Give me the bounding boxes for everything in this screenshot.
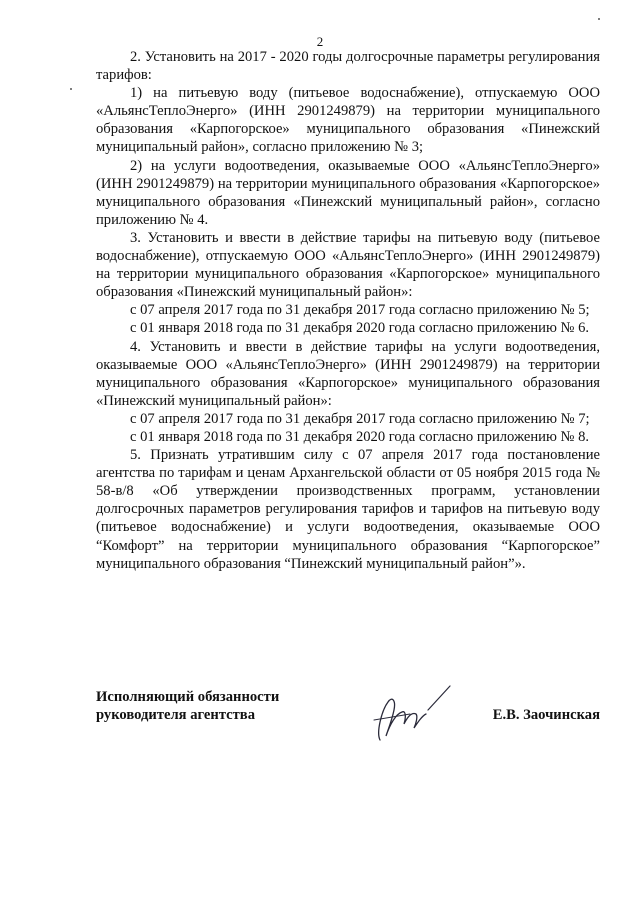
paragraph-subitem-2: 2) на услуги водоотведения, оказываемые ООО «АльянсТеплоЭнерго» (ИНН 2901249879) на территории муниципального образования «Карпогорское» муниципального образования «Пинежский муниципальный район», согласно приложению № 4. — [96, 157, 600, 228]
paragraph-period-2018-sewer: с 01 января 2018 года по 31 декабря 2020 года согласно приложению № 8. — [130, 428, 590, 445]
paragraph-item-3: 3. Установить и ввести в действие тарифы на питьевую воду (питьевое водоснабжение), отпускаемую ООО «АльянсТеплоЭнерго» (ИНН 2901249879) на территории муниципального образования «Карпогорское» муниципального образования «Пинежский муниципальный район»: — [96, 229, 600, 301]
signatory-title — [96, 688, 279, 724]
paragraph-item-5: 5. Признать утратившим силу с 07 апреля 2017 года постановление агентства по тарифам и ценам Архангельской области от 05 ноября 2015 года № 58-в/8 «Об утверждении производственных программ, установлении долгосрочных параметров регулирования тарифов и тарифов на питьевую воду (питьевое водоснабжение) и услуги водоотведения, оказываемые ООО “Комфорт” на территории муниципального образования “Карпогорское” муниципального образования “Пинежский муниципальный район”». — [96, 447, 600, 572]
paragraph-item-4: 4. Установить и ввести в действие тарифы на услуги водоотведения, оказываемые ООО «АльянсТеплоЭнерго» (ИНН 2901249879) на территории муниципального образования «Карпогорское» муниципального образования «Пинежский муниципальный район»: — [96, 338, 600, 409]
handwritten-signature — [366, 680, 456, 746]
paragraph-period-2017-water: с 07 апреля 2017 года по 31 декабря 2017 года согласно приложению № 5; — [130, 302, 590, 319]
paragraph-item-2: 2. Установить на 2017 - 2020 годы долгосрочные параметры регулирования тарифов: — [96, 49, 600, 84]
signatory-name: Е.В. Заочинская — [492, 707, 600, 723]
signature-block — [96, 688, 600, 748]
paragraph-subitem-1: 1) на питьевую воду (питьевое водоснабжение), отпускаемую ООО «АльянсТеплоЭнерго» (ИНН 2901249879) на территории муниципального образования «Карпогорское» муниципального образования «Пинежский муниципальный район», согласно приложению № 3; — [96, 85, 600, 156]
paragraph-period-2017-sewer: с 07 апреля 2017 года по 31 декабря 2017 года согласно приложению № 7; — [130, 410, 590, 427]
scan-speck — [598, 18, 600, 20]
signatory-title-line1: Исполняющий обязанности — [96, 689, 280, 705]
paragraph-period-2018-water: с 01 января 2018 года по 31 декабря 2020 года согласно приложению № 6. — [130, 320, 590, 337]
scan-speck — [70, 88, 72, 90]
signatory-title-line2: руководителя агентства — [96, 707, 255, 723]
page-number: 2 — [316, 34, 324, 49]
document-body — [96, 48, 600, 573]
